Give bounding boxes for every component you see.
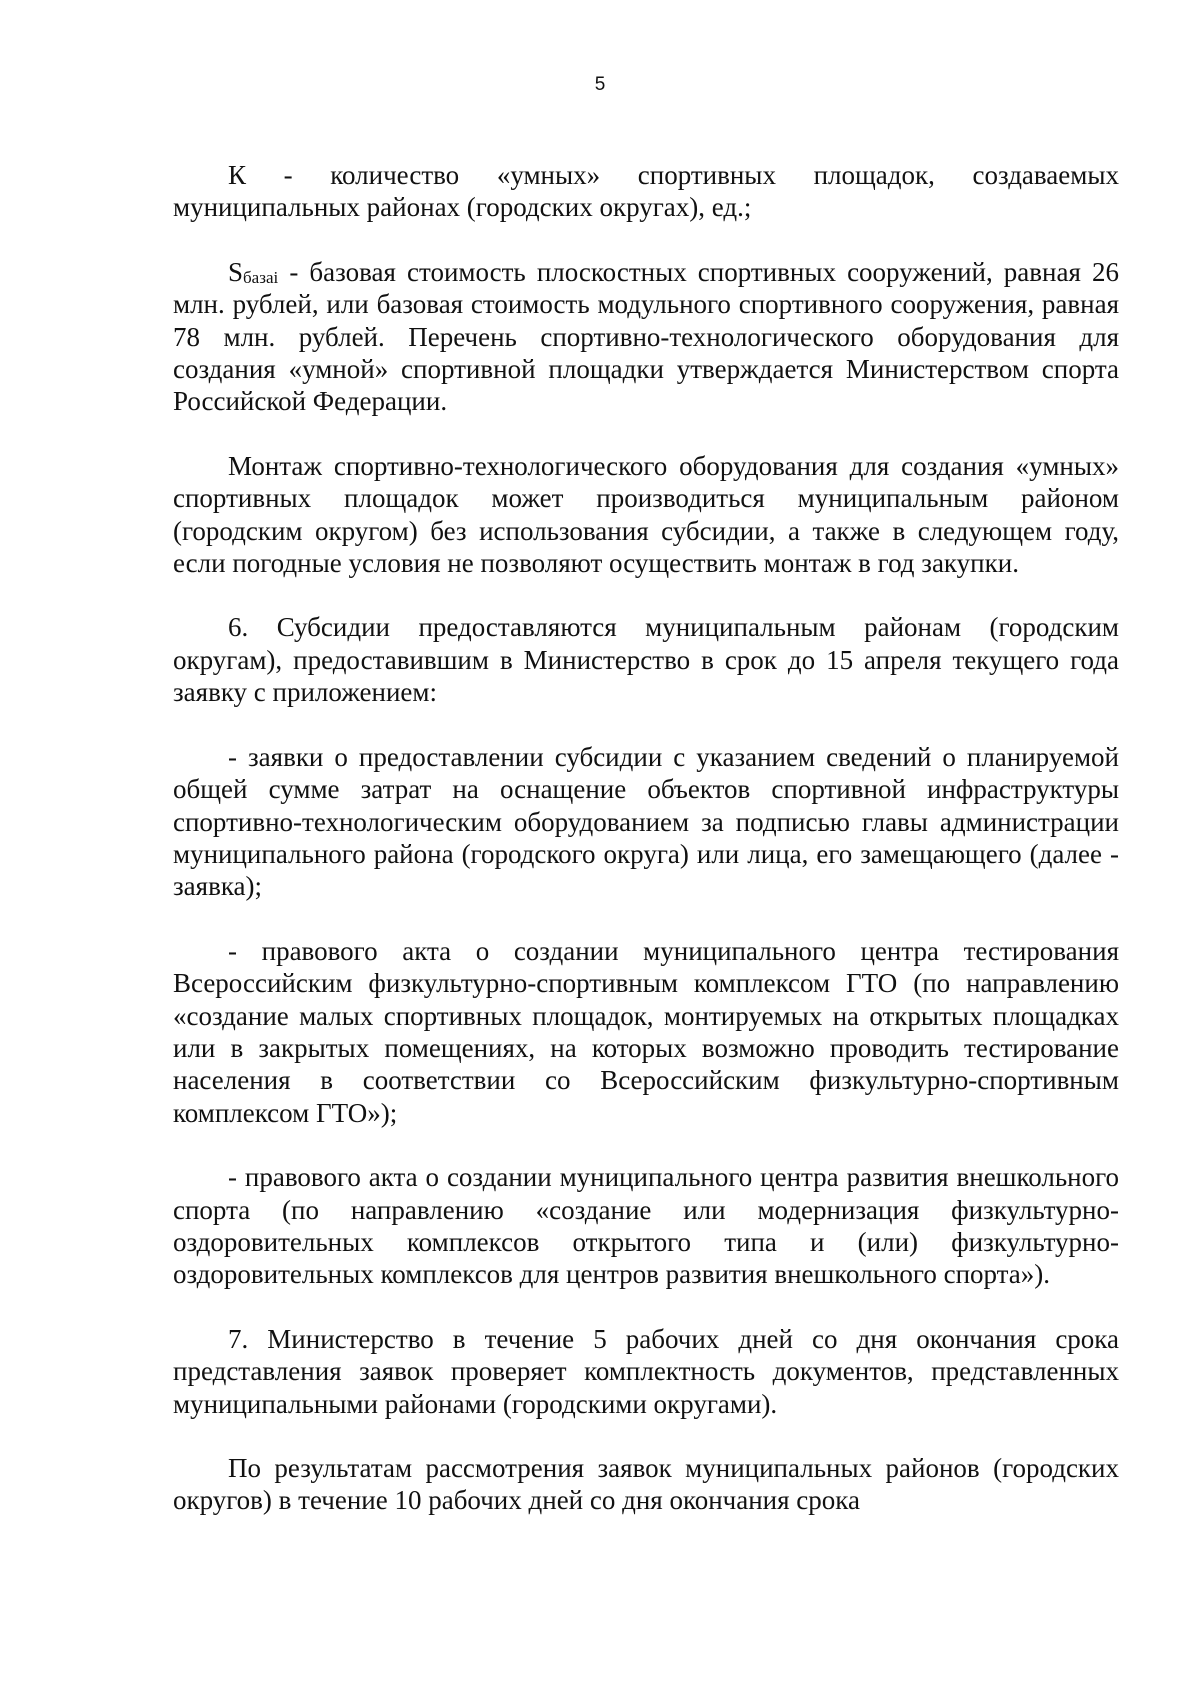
paragraph-installation: Монтаж спортивно-технологического оборудования для создания «умных» спортивных площадок может производиться муниципальным районом (городским округом) без использования субсидии, а также в следующем году, если погодные условия не позволяют осуществить монтаж в год закупки.: [173, 450, 1119, 579]
paragraph-review-results: По результатам рассмотрения заявок муниципальных районов (городских округов) в течение 10 рабочих дней со дня окончания срока: [173, 1453, 1119, 1516]
paragraph-item-7: 7. Министерство в течение 5 рабочих дней со дня окончания срока представления заявок проверяет комплектность документов, представленных муниципальными районами (городскими округами).: [173, 1323, 1119, 1419]
list-item-sport-center-act: - правового акта о создании муниципального центра развития внешкольного спорта (по направлению «создание или модернизация физкультурно-оздоровительных комплексов открытого типа и (или) физкультурно-оздоровительных комплексов для центров развития внешкольного спорта»).: [173, 1162, 1119, 1290]
formula-subscript: базаi: [243, 267, 279, 287]
paragraph-s-base-definition: [173, 256, 1119, 418]
paragraph-k-definition: К - количество «умных» спортивных площадок, создаваемых муниципальных районах (городских округах), ед.;: [173, 160, 1119, 223]
formula-symbol: S: [228, 256, 244, 287]
list-item-gto-act: - правового акта о создании муниципального центра тестирования Всероссийским физкультурно-спортивным комплексом ГТО (по направлению «создание малых спортивных площадок, монтируемых на открытых площадках или в закрытых помещениях, на которых возможно проводить тестирование населения в соответствии со Всероссийским физкультурно-спортивным комплексом ГТО»);: [173, 935, 1119, 1128]
paragraph-item-6: 6. Субсидии предоставляются муниципальным районам (городским округам), предоставившим в Министерство в срок до 15 апреля текущего года заявку с приложением:: [173, 612, 1119, 708]
document-body: [173, 159, 1119, 1517]
list-item-application: - заявки о предоставлении субсидии с указанием сведений о планируемой общей сумме затрат на оснащение объектов спортивной инфраструктуры спортивно-технологическим оборудованием за подписью главы администрации муниципального района (городского округа) или лица, его замещающего (далее - заявка);: [173, 741, 1119, 902]
paragraph-s-base-text: - базовая стоимость плоскостных спортивных сооружений, равная 26 млн. рублей, или базовая стоимость модульного спортивного сооружения, равная 78 млн. рублей. Перечень спортивно-технологического оборудования для создания «умной» спортивной площадки утверждается Министерством спорта Российской Федерации.: [173, 256, 1119, 417]
page-number: 5: [594, 74, 606, 95]
